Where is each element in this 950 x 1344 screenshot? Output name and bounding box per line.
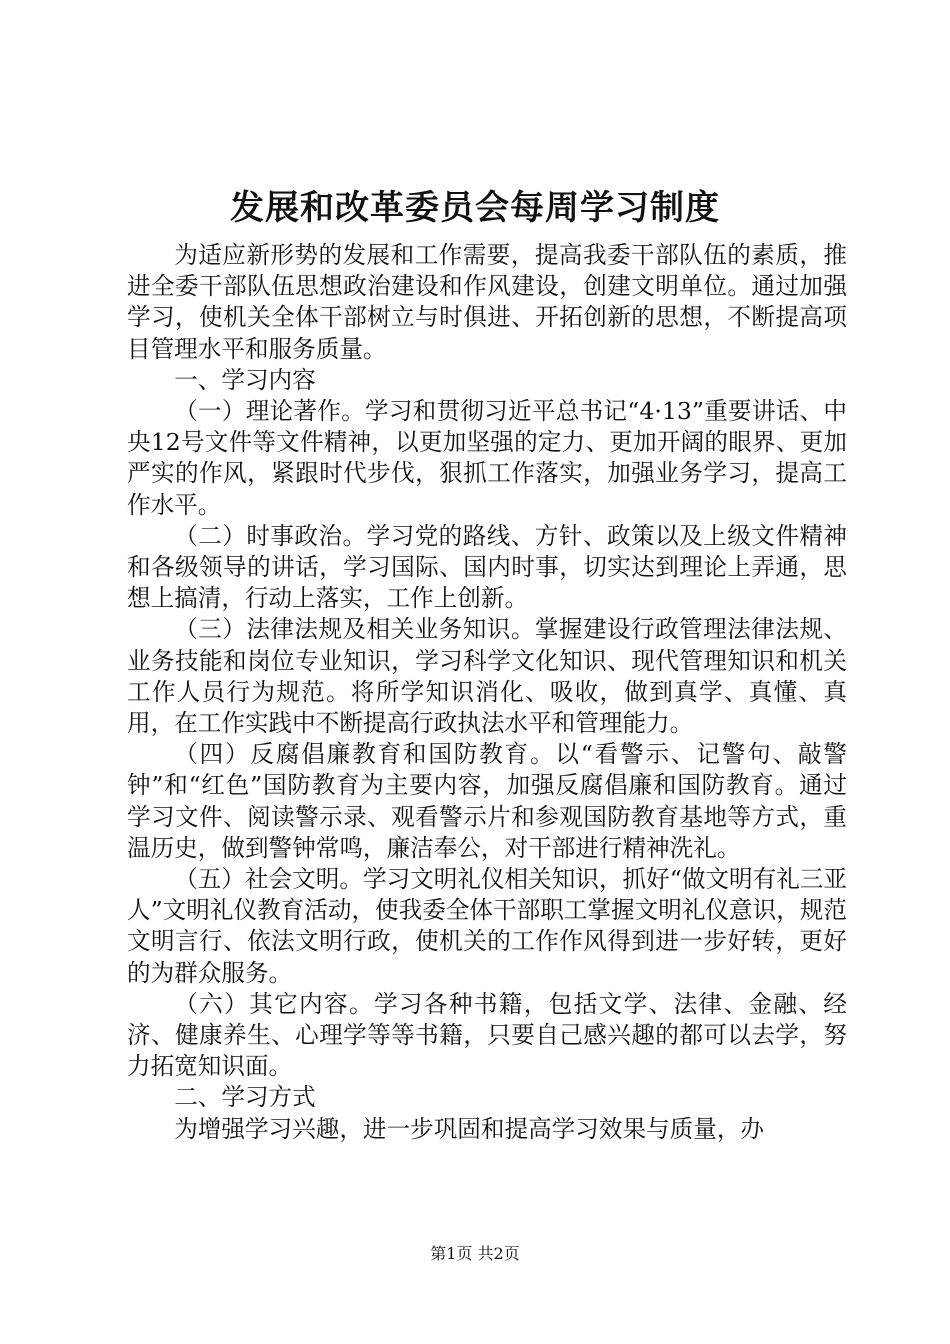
paragraph-laws: （三）法律法规及相关业务知识。掌握建设行政管理法律法规、业务技能和岗位专业知识，学习科学文化知识、现代管理知识和机关工作人员行为规范。将所学知识消化、吸收，做到真学、真懂、真用，在工作实践中不断提高行政执法水平和管理能力。 bbox=[127, 615, 847, 738]
paragraph-theory: （一）理论著作。学习和贯彻习近平总书记“4·13”重要讲话、中央12号文件等文件精神，以更加坚强的定力、更加开阔的眼界、更加严实的作风，紧跟时代步伐，狠抓工作落实，加强业务学习，提高工作水平。 bbox=[127, 397, 847, 519]
paragraph-other-content: （六）其它内容。学习各种书籍，包括文学、法律、金融、经济、健康养生、心理学等等书籍，只要自己感兴趣的都可以去学，努力拓宽知识面。 bbox=[127, 989, 847, 1081]
page-number-footer: 第1页 共2页 bbox=[430, 1244, 520, 1263]
intro-paragraph: 为适应新形势的发展和工作需要，提高我委干部队伍的素质，推进全委干部队伍思想政治建设和作风建设，创建文明单位。通过加强学习，使机关全体干部树立与时俱进、开拓创新的思想，不断提高项目管理水平和服务质量。 bbox=[127, 241, 847, 363]
paragraph-study-method: 为增强学习兴趣，进一步巩固和提高学习效果与质量，办 bbox=[174, 1114, 765, 1143]
paragraph-anti-corruption: （四）反腐倡廉教育和国防教育。以“看警示、记警句、敲警钟”和“红色”国防教育为主要内容，加强反腐倡廉和国防教育。通过学习文件、阅读警示录、观看警示片和参观国防教育基地等方式，重温历史，做到警钟常鸣，廉洁奉公，对干部进行精神洗礼。 bbox=[127, 740, 847, 862]
document-body bbox=[127, 240, 847, 1145]
paragraph-social-civility: （五）社会文明。学习文明礼仪相关知识，抓好“做文明有礼三亚人”文明礼仪教育活动，使我委全体干部职工掌握文明礼仪意识，规范文明言行、依法文明行政，使机关的工作作风得到进一步好转，更好的为群众服务。 bbox=[127, 865, 847, 987]
section-heading-study-method: 二、学习方式 bbox=[174, 1083, 316, 1112]
paragraph-current-affairs: （二）时事政治。学习党的路线、方针、政策以及上级文件精神和各级领导的讲话，学习国际、国内时事，切实达到理论上弄通，思想上搞清，行动上落实，工作上创新。 bbox=[127, 521, 847, 613]
section-heading-study-content: 一、学习内容 bbox=[174, 365, 316, 394]
document-title: 发展和改革委员会每周学习制度 bbox=[230, 188, 720, 228]
